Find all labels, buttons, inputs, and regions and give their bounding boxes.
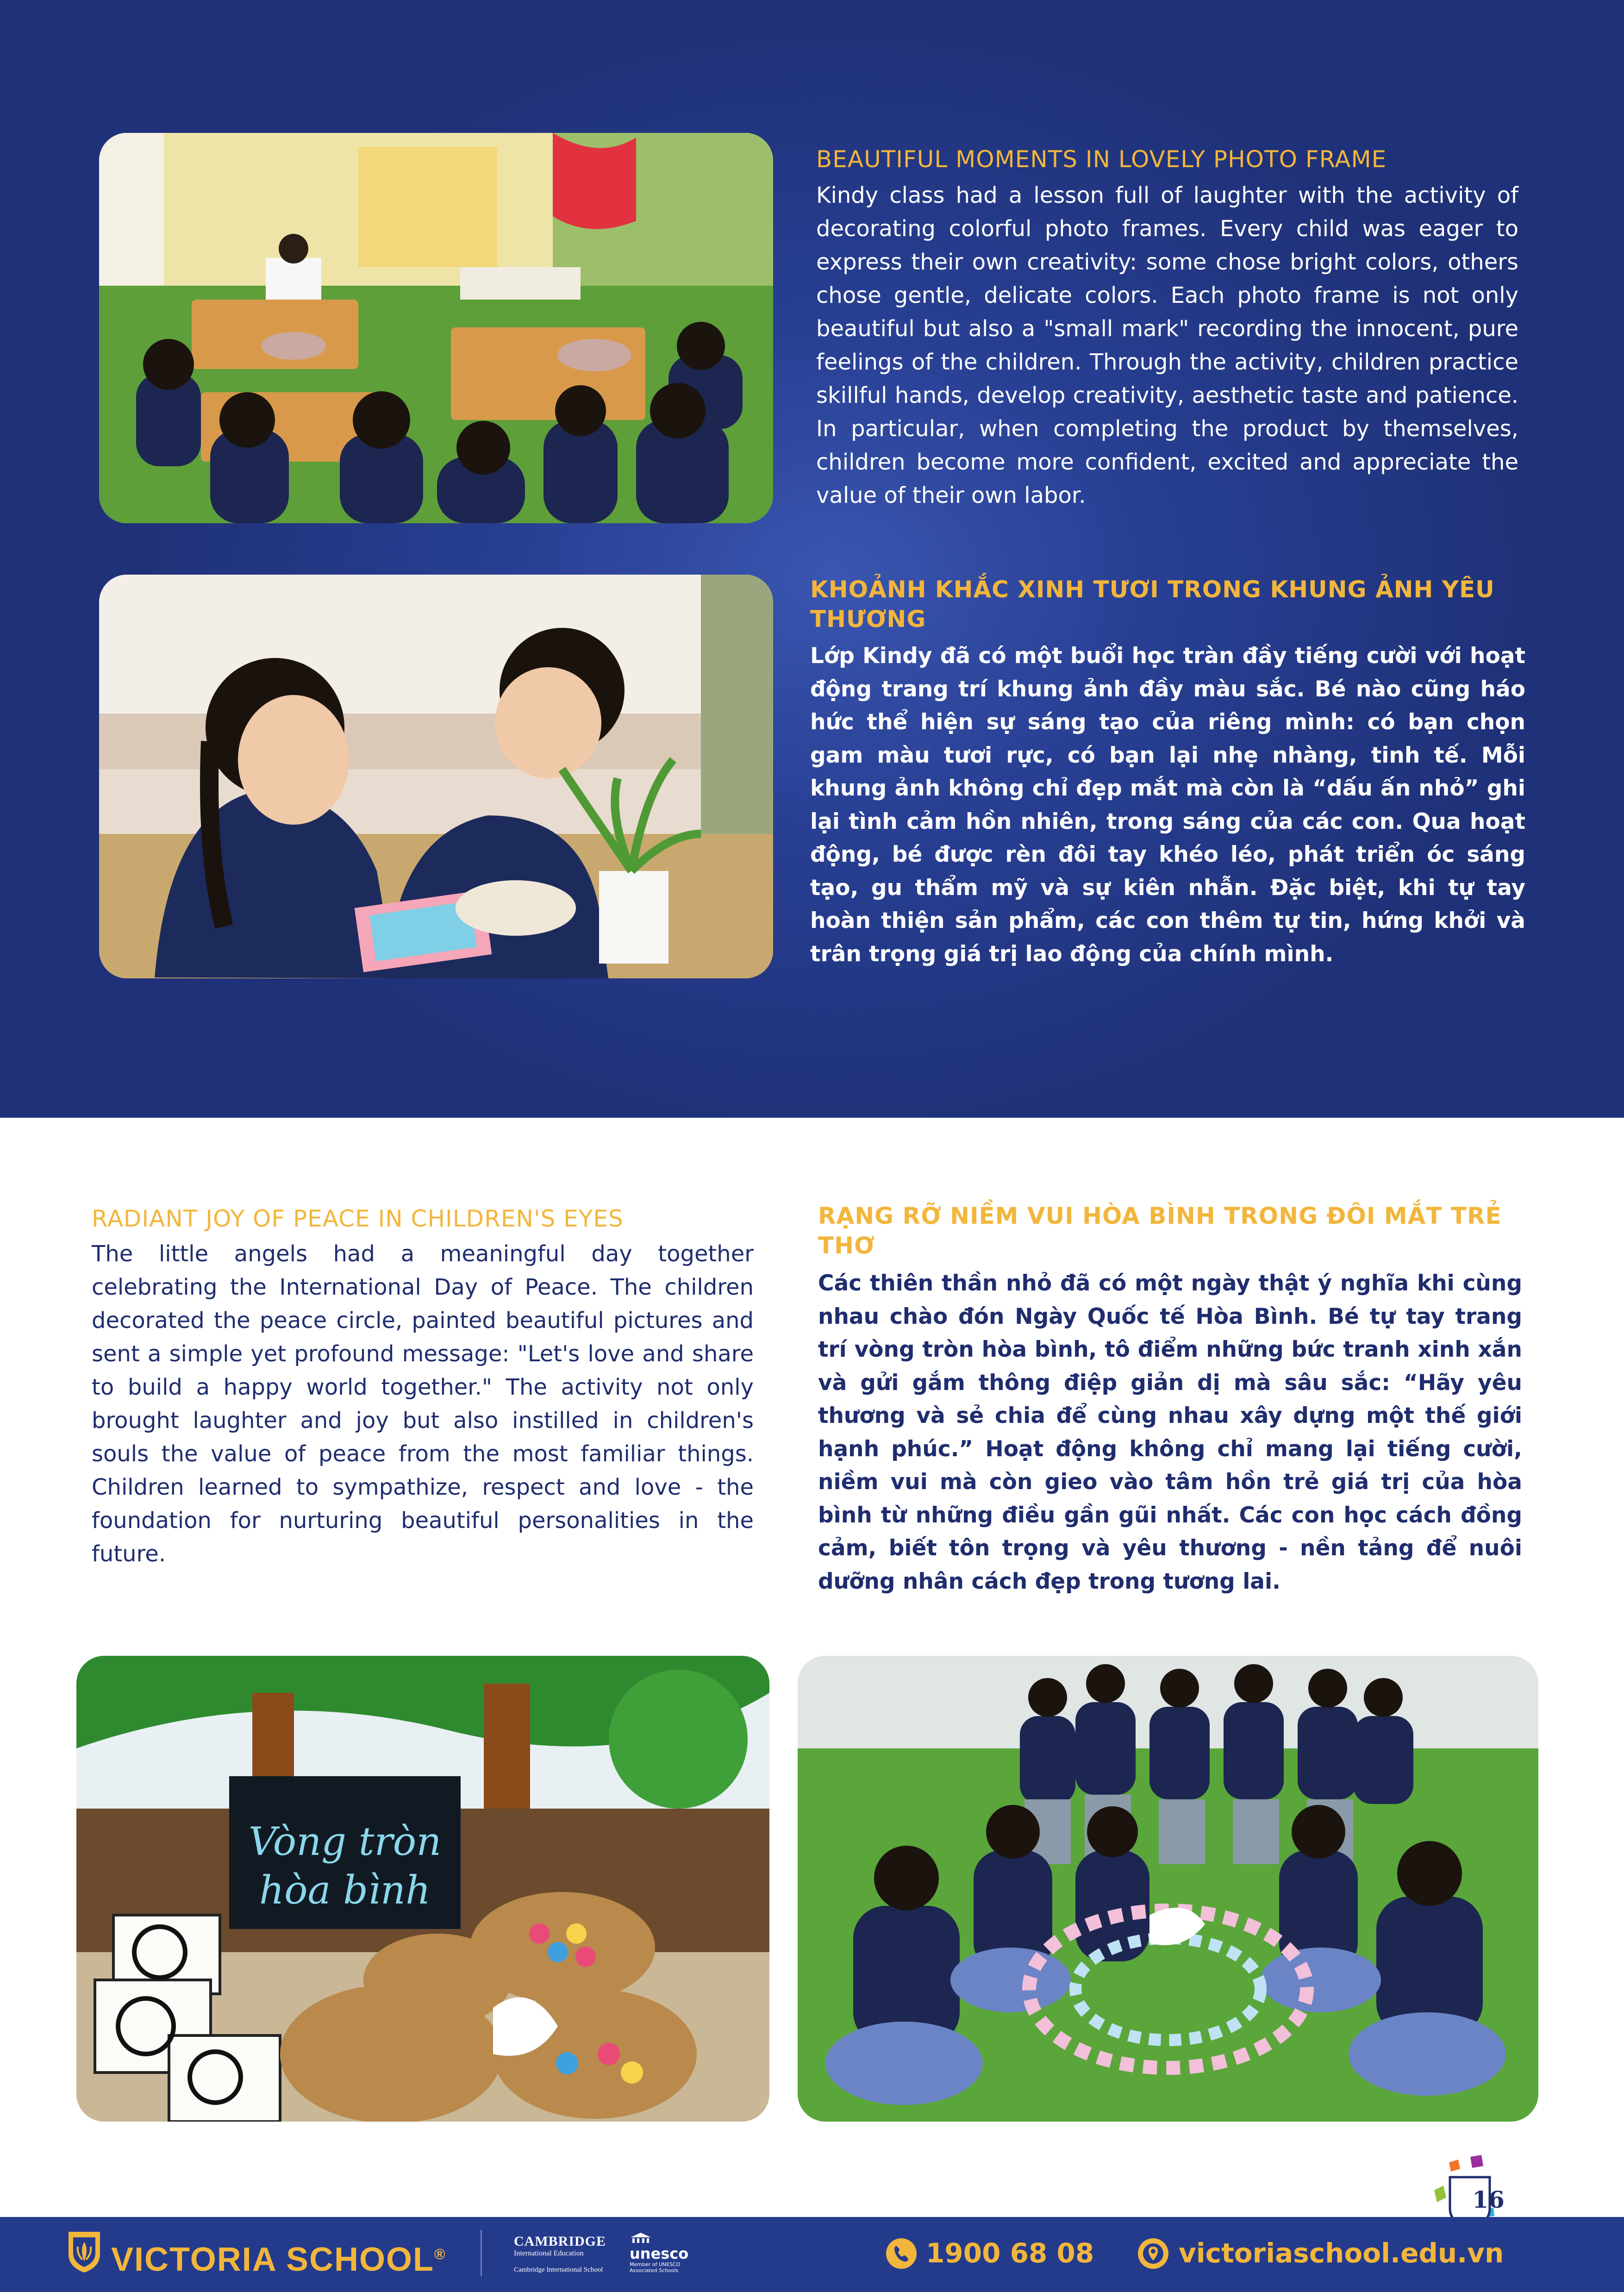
cambridge-name: CAMBRIDGE [514,2234,606,2249]
classroom-photo [99,133,773,523]
section-peace-vi [818,1201,1522,1598]
peace-sign-line2: hòa bình [259,1867,431,1913]
footer-divider [481,2230,482,2276]
unesco-logo [630,2232,688,2273]
section-body: Các thiên thần nhỏ đã có một ngày thật ý nghĩa khi cùng nhau chào đón Ngày Quốc tế Hòa Bình. Bé tự tay trang trí vòng tròn hòa bình, tô điểm những bức tranh xinh xắn và gửi gắm thông điệp giản dị mà sâu sắc: “Hãy yêu thương và sẻ chia để cùng nhau xây dựng một thế giới hạnh phúc.” Hoạt động không chỉ mang lại tiếng cười, niềm vui mà còn gieo vào tâm hồn trẻ giá trị của hòa bình từ những điều gần gũi nhất. Các con học cách đồng cảm, biết tôn trọng và yêu thương - nền tảng để nuôi dưỡng nhân cách đẹp trong tương lai. [818,1271,1522,1594]
section-heading: KHOẢNH KHẮC XINH TƯƠI TRONG KHUNG ẢNH YÊU THƯƠNG [810,576,1495,632]
brand-name: VICTORIA SCHOOL® [111,2241,446,2278]
section-frame-vi [810,575,1525,971]
peace-sign-line1: Vòng tròn [248,1819,442,1864]
phone-icon [886,2238,917,2269]
section-body: Lớp Kindy đã có một buổi học tràn đầy tiếng cười với hoạt động trang trí khung ảnh đầy màu sắc. Bé nào cũng háo hức thể hiện sự sáng tạo của riêng mình: có bạn chọn gam màu tươi rực, có bạn lại nhẹ nhàng, tinh tế. Mỗi khung ảnh không chỉ đẹp mắt mà còn là “dấu ấn nhỏ” ghi lại tình cảm hồn nhiên, trong sáng của các con. Qua hoạt động, bé được rèn đôi tay khéo léo, phát triển óc sáng tạo, gu thẩm mỹ và sự kiên nhẫn. Đặc biệt, khi tự tay hoàn thiện sản phẩm, các con thêm tự tin, hứng khởi và trân trọng giá trị lao động của chính mình. [810,643,1525,967]
location-icon [1138,2238,1168,2269]
section-body: Kindy class had a lesson full of laughter with the activity of decorating colorful photo frames. Every child was eager to express their own creativity: some chose bright colors, others chose gentle, delicate colors. Each photo frame is not only beautiful but also a "small mark" recording the innocent, pure feelings of the children. Through the activity, children practice skillful hands, develop creativity, aesthetic taste and patience. In particular, when completing the product by themselves, children become more confident, excited and appreciate the value of their own labor. [816,182,1518,508]
kids-crafting-photo [99,575,773,978]
page-number: 16 [1472,2186,1505,2213]
section-peace-en [92,1204,754,1571]
section-body: The little angels had a meaningful day together celebrating the International Day of Peace. The children decorated the peace circle, painted beautiful pictures and sent a simple yet profound message: "Let's love and share to build a happy world together." The activity not only brought laughter and joy but also instilled in children's souls the value of peace from the most familiar things. Children learned to sympathize, respect and love - the foundation for nurturing beautiful personalities in the future. [92,1241,754,1567]
cambridge-subtitle: International Education [514,2249,584,2257]
section-heading: BEAUTIFUL MOMENTS IN LOVELY PHOTO FRAME [816,146,1387,173]
section-frame-en [816,144,1518,512]
cambridge-logo [514,2234,606,2274]
unesco-temple-icon [630,2232,652,2244]
peace-circle-table-photo [76,1656,769,2122]
section-heading: RẠNG RỠ NIỀM VUI HÒA BÌNH TRONG ĐÔI MẮT TRẺ THƠ [818,1202,1502,1259]
unesco-name: unesco [630,2245,689,2262]
kids-peace-circle-photo [798,1656,1538,2122]
unesco-subtitle: Member of UNESCO Associated Schools [630,2261,681,2273]
section-heading: RADIANT JOY OF PEACE IN CHILDREN'S EYES [92,1205,624,1232]
cambridge-school-label: Cambridge International School [514,2266,603,2273]
website-link[interactable]: victoriaschool.edu.vn [1179,2237,1504,2269]
victoria-crest-icon [66,2229,103,2273]
phone-number[interactable]: 1900 68 08 [926,2237,1094,2269]
